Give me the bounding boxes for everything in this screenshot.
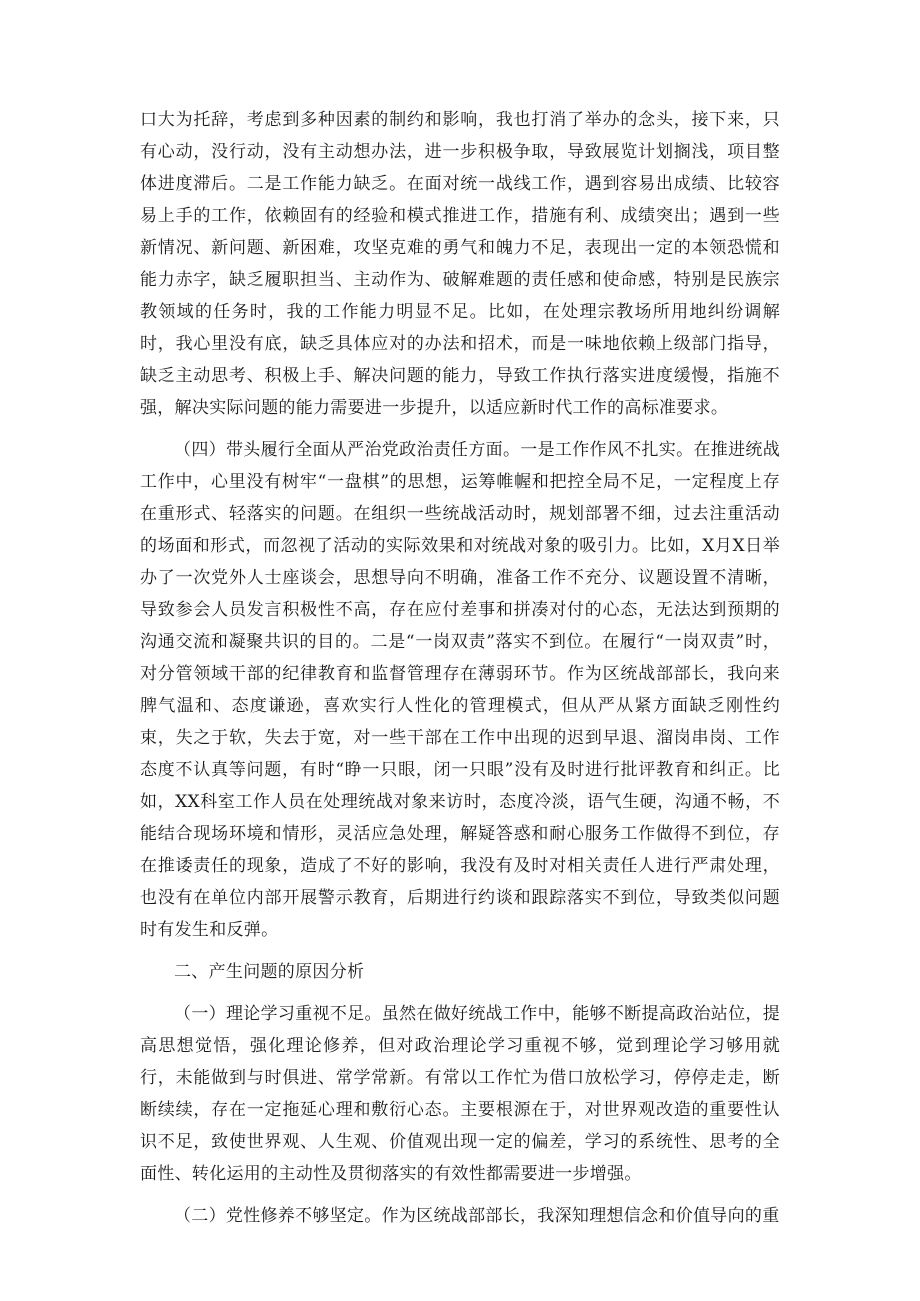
paragraph-continuation: 口大为托辞，考虑到多种因素的制约和影响，我也打消了举办的念头，接下来，只有心动，没行动，没有主动想办法，进一步积极争取，导致展览计划搁浅，项目整体进度滞后。二是工作能力缺乏。在面对统一战线工作，遇到容易出成绩、比较容易上手的工作，依赖固有的经验和模式推进工作，措施有利、成绩突出；遇到一些新情况、新问题、新困难，攻坚克难的勇气和魄力不足，表现出一定的本领恐慌和能力赤字，缺乏履职担当、主动作为、破解难题的责任感和使命感，特别是民族宗教领域的任务时，我的工作能力明显不足。比如，在处理宗教场所用地纠纷调解时，我心里没有底，缺乏具体应对的办法和招术，而是一味地依赖上级部门指导，缺乏主动思考、积极上手、解决问题的能力，导致工作执行落实进度缓慢，指施不强，解决实际问题的能力需要进一步提升，以适应新时代工作的高标准要求。 [140, 110, 780, 418]
paragraph-theory-study: （一）理论学习重视不足。虽然在做好统战工作中，能够不断提高政治站位，提高思想觉悟，强化理论修养，但对政治理论学习重视不够，觉到理论学习够用就行，未能做到与时俱进、常学常新。有常以工作忙为借口放松学习，停停走走，断断续续，存在一定拖延心理和敷衍心态。主要根源在于，对世界观改造的重要性认识不足，致使世界观、人生观、价值观出现一定的偏差，学习的系统性、思考的全面性、转化运用的主动性及贯彻落实的有效性都需要进一步增强。 [140, 1004, 780, 1184]
document-page [140, 104, 780, 1232]
paragraph-section-four: （四）带头履行全面从严治党政治责任方面。一是工作作风不扎实。在推进统战工作中，心里没有树牢“一盘棋”的思想，运筹帷幄和把控全局不足，一定程度上存在重形式、轻落实的问题。在组织一些统战活动时，规划部署不细，过去注重活动的场面和形式，而忽视了活动的实际效果和对统战对象的吸引力。比如，X月X日举办了一次党外人士座谈会，思想导向不明确，准备工作不充分、议题设置不清晰，导致参会人员发言积极性不高，存在应付差事和拼凑对付的心态，无法达到预期的沟通交流和凝聚共识的目的。二是“一岗双责”落实不到位。在履行“一岗双责”时，对分管领域干部的纪律教育和监督管理存在薄弱环节。作为区统战部部长，我向来脾气温和、态度谦逊，喜欢实行人性化的管理模式，但从严从紧方面缺乏刚性约束，失之于软，失去于宽，对一些干部在工作中出现的迟到早退、溜岗串岗、工作态度不认真等问题，有时“睁一只眼，闭一只眼”没有及时进行批评教育和纠正。比如，XX科室工作人员在处理统战对象来访时，态度冷淡，语气生硬，沟通不畅，不能结合现场环境和情形，灵活应急处理，解疑答惑和耐心服务工作做得不到位，存在推诿责任的现象，造成了不好的影响，我没有及时对相关责任人进行严肃处理，也没有在单位内部开展警示教育，后期进行约谈和跟踪落实不到位，导致类似问题时有发生和反弹。 [140, 440, 780, 940]
section-heading-cause-analysis: 二、产生问题的原因分析 [174, 962, 365, 982]
paragraph-party-spirit: （二）党性修养不够坚定。作为区统战部部长，我深知理想信念和价值导向的重 [174, 1206, 780, 1226]
